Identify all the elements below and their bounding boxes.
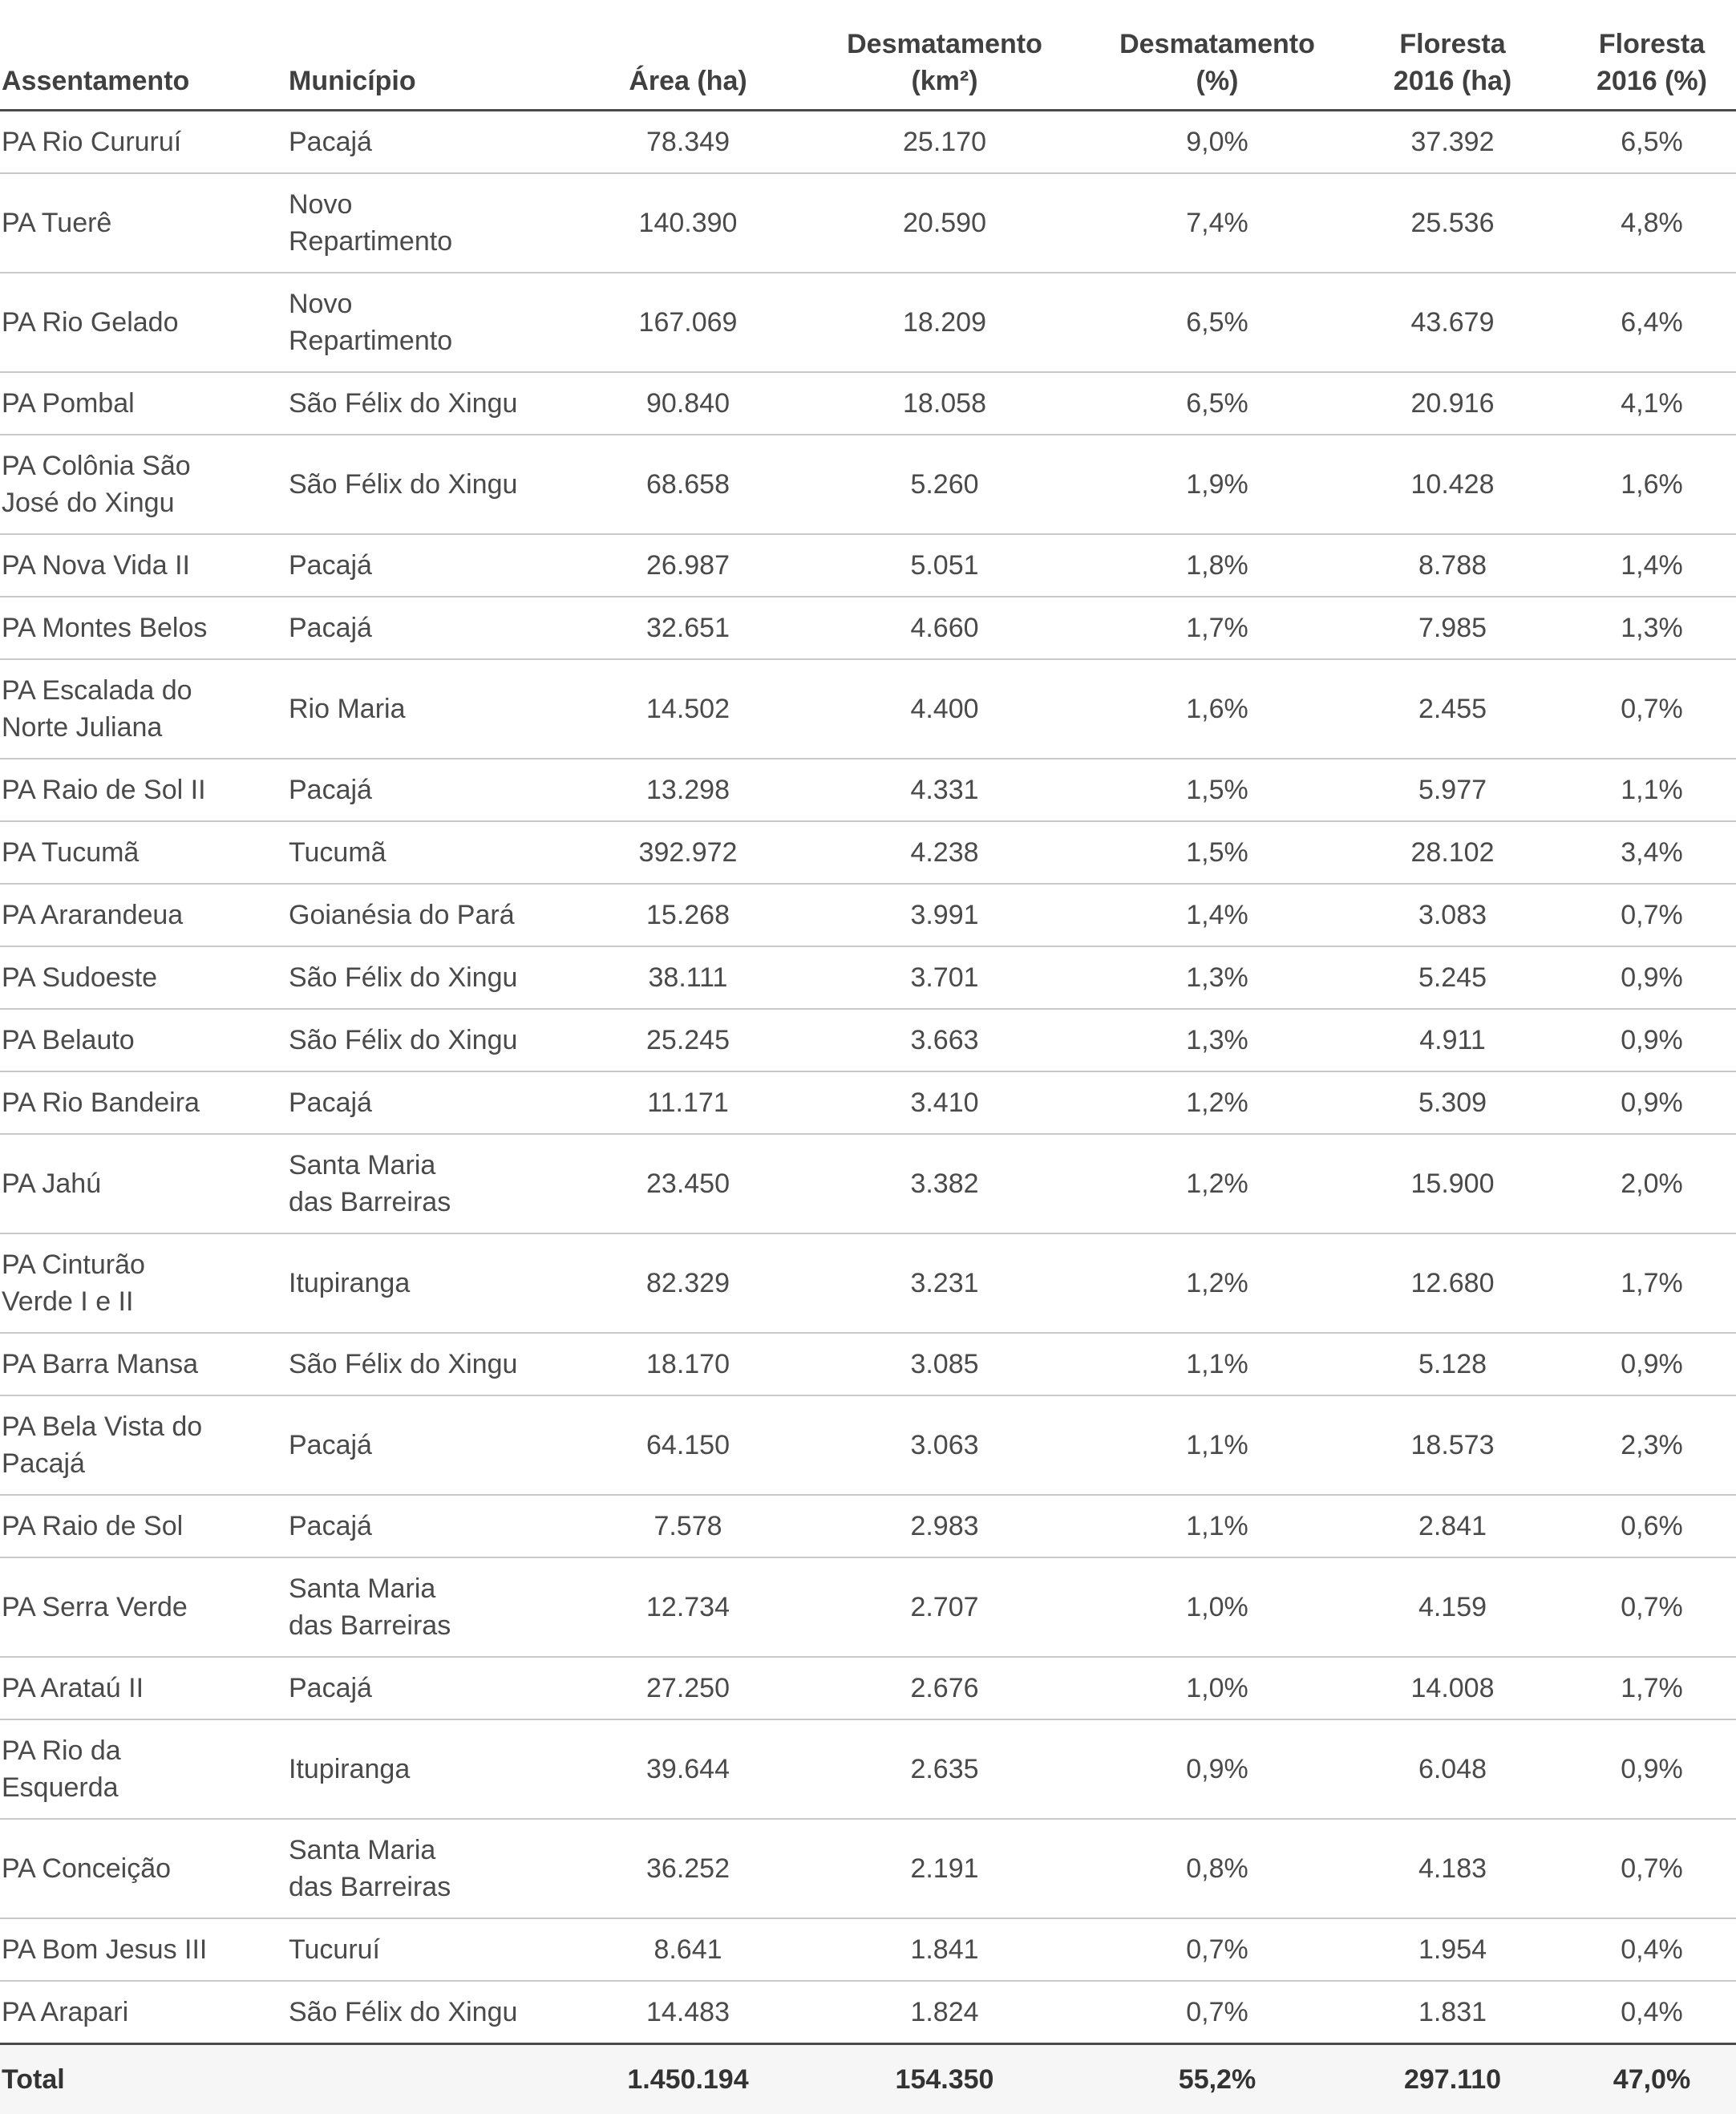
cell-assentamento-line: PA Tucumã — [2, 837, 139, 868]
cell-municipio-line: Pacajá — [289, 775, 372, 805]
cell-floresta-ha: 37.392 — [1337, 111, 1568, 174]
cell-municipio — [287, 1071, 584, 1134]
cell-assentamento-line: PA Arataú II — [2, 1673, 144, 1703]
cell-municipio-line: Santa Maria — [289, 1835, 435, 1865]
cell-municipio — [287, 111, 584, 174]
cell-municipio-line: São Félix do Xingu — [289, 1025, 517, 1055]
table-row — [0, 173, 1736, 273]
cell-assentamento-line: PA Bela Vista do — [2, 1411, 202, 1442]
cell-desmatamento-km2: 2.676 — [792, 1657, 1097, 1719]
cell-assentamento — [0, 821, 287, 884]
cell-area: 38.111 — [584, 946, 792, 1009]
cell-assentamento-line: PA Sudoeste — [2, 962, 157, 993]
cell-desmatamento-pct: 6,5% — [1097, 273, 1337, 372]
header-floresta-ha: Floresta 2016 (ha) — [1337, 0, 1568, 111]
cell-municipio-line: Novo — [289, 289, 352, 319]
table-row — [0, 597, 1736, 659]
cell-assentamento-line: PA Arapari — [2, 1997, 128, 2027]
cell-area: 392.972 — [584, 821, 792, 884]
cell-municipio-line: São Félix do Xingu — [289, 1997, 517, 2027]
table-row — [0, 273, 1736, 372]
cell-municipio-line: Pacajá — [289, 1087, 372, 1118]
cell-desmatamento-km2: 4.400 — [792, 659, 1097, 759]
cell-floresta-pct: 1,4% — [1568, 534, 1736, 597]
cell-area: 8.641 — [584, 1918, 792, 1981]
cell-desmatamento-km2: 5.260 — [792, 435, 1097, 534]
cell-municipio — [287, 1981, 584, 2044]
cell-assentamento — [0, 1819, 287, 1918]
header-floresta-pct: Floresta 2016 (%) — [1568, 0, 1736, 111]
cell-assentamento-line: Norte Juliana — [2, 712, 162, 743]
cell-floresta-pct: 2,0% — [1568, 1134, 1736, 1233]
cell-desmatamento-km2: 2.983 — [792, 1495, 1097, 1557]
cell-municipio-line: Pacajá — [289, 613, 372, 643]
cell-area: 12.734 — [584, 1557, 792, 1657]
total-area: 1.450.194 — [584, 2044, 792, 2114]
cell-floresta-pct: 1,6% — [1568, 435, 1736, 534]
cell-municipio — [287, 759, 584, 821]
cell-floresta-ha: 28.102 — [1337, 821, 1568, 884]
cell-desmatamento-km2: 4.238 — [792, 821, 1097, 884]
cell-desmatamento-km2: 1.841 — [792, 1918, 1097, 1981]
cell-area: 78.349 — [584, 111, 792, 174]
cell-desmatamento-pct: 1,3% — [1097, 946, 1337, 1009]
cell-floresta-ha: 25.536 — [1337, 173, 1568, 273]
table-row — [0, 111, 1736, 174]
cell-floresta-pct: 0,9% — [1568, 1009, 1736, 1071]
cell-floresta-pct: 0,9% — [1568, 1333, 1736, 1395]
cell-assentamento — [0, 1918, 287, 1981]
cell-area: 90.840 — [584, 372, 792, 435]
cell-floresta-pct: 0,4% — [1568, 1981, 1736, 2044]
cell-floresta-pct: 1,7% — [1568, 1233, 1736, 1333]
cell-assentamento-line: PA Rio Gelado — [2, 307, 179, 338]
cell-floresta-ha: 5.128 — [1337, 1333, 1568, 1395]
cell-desmatamento-km2: 2.707 — [792, 1557, 1097, 1657]
cell-area: 167.069 — [584, 273, 792, 372]
cell-floresta-ha: 15.900 — [1337, 1134, 1568, 1233]
table-row — [0, 1134, 1736, 1233]
cell-desmatamento-pct: 0,7% — [1097, 1981, 1337, 2044]
cell-area: 14.502 — [584, 659, 792, 759]
table-row — [0, 1071, 1736, 1134]
cell-desmatamento-pct: 0,9% — [1097, 1719, 1337, 1819]
cell-municipio-line: São Félix do Xingu — [289, 1349, 517, 1379]
cell-floresta-pct: 2,3% — [1568, 1395, 1736, 1495]
total-label: Total — [0, 2044, 287, 2114]
cell-desmatamento-pct: 1,1% — [1097, 1495, 1337, 1557]
cell-assentamento — [0, 273, 287, 372]
cell-desmatamento-km2: 3.410 — [792, 1071, 1097, 1134]
cell-assentamento — [0, 1233, 287, 1333]
cell-area: 15.268 — [584, 884, 792, 946]
cell-floresta-pct: 0,9% — [1568, 1071, 1736, 1134]
cell-area: 82.329 — [584, 1233, 792, 1333]
cell-assentamento-line: PA Belauto — [2, 1025, 135, 1055]
cell-floresta-ha: 12.680 — [1337, 1233, 1568, 1333]
cell-municipio-line: Pacajá — [289, 1430, 372, 1460]
cell-floresta-ha: 5.309 — [1337, 1071, 1568, 1134]
cell-desmatamento-pct: 1,1% — [1097, 1395, 1337, 1495]
table-row — [0, 946, 1736, 1009]
total-floresta-ha: 297.110 — [1337, 2044, 1568, 2114]
cell-desmatamento-pct: 6,5% — [1097, 372, 1337, 435]
cell-area: 39.644 — [584, 1719, 792, 1819]
cell-desmatamento-pct: 1,0% — [1097, 1557, 1337, 1657]
cell-municipio — [287, 1819, 584, 1918]
table-header-row — [0, 0, 1736, 111]
total-municipio-empty — [287, 2044, 584, 2114]
cell-assentamento-line: PA Rio Bandeira — [2, 1087, 200, 1118]
cell-assentamento-line: Esquerda — [2, 1772, 119, 1803]
header-area: Área (ha) — [584, 0, 792, 111]
cell-area: 7.578 — [584, 1495, 792, 1557]
table-row — [0, 1719, 1736, 1819]
table-row — [0, 435, 1736, 534]
cell-municipio-line: Santa Maria — [289, 1573, 435, 1604]
cell-desmatamento-km2: 2.191 — [792, 1819, 1097, 1918]
table-row — [0, 1233, 1736, 1333]
cell-municipio-line: das Barreiras — [289, 1610, 451, 1641]
cell-floresta-pct: 6,5% — [1568, 111, 1736, 174]
cell-assentamento — [0, 597, 287, 659]
cell-assentamento — [0, 1333, 287, 1395]
cell-assentamento-line: PA Tuerê — [2, 208, 111, 238]
cell-assentamento-line: PA Raio de Sol II — [2, 775, 206, 805]
cell-assentamento — [0, 372, 287, 435]
cell-floresta-ha: 10.428 — [1337, 435, 1568, 534]
cell-municipio — [287, 435, 584, 534]
table-row — [0, 821, 1736, 884]
cell-assentamento-line: PA Barra Mansa — [2, 1349, 198, 1379]
header-desmatamento-pct: Desmatamento (%) — [1097, 0, 1337, 111]
cell-municipio-line: São Félix do Xingu — [289, 388, 517, 419]
cell-desmatamento-pct: 1,3% — [1097, 1009, 1337, 1071]
cell-assentamento-line: Pacajá — [2, 1448, 85, 1479]
cell-floresta-pct: 0,7% — [1568, 884, 1736, 946]
table-row — [0, 1009, 1736, 1071]
total-desmatamento-km2: 154.350 — [792, 2044, 1097, 2114]
header-municipio: Município — [287, 0, 584, 111]
cell-municipio — [287, 1134, 584, 1233]
cell-municipio-line: Novo — [289, 189, 352, 220]
total-floresta-pct: 47,0% — [1568, 2044, 1736, 2114]
cell-assentamento — [0, 1981, 287, 2044]
cell-assentamento — [0, 946, 287, 1009]
cell-desmatamento-km2: 2.635 — [792, 1719, 1097, 1819]
cell-assentamento — [0, 759, 287, 821]
cell-municipio-line: Repartimento — [289, 226, 452, 257]
cell-area: 13.298 — [584, 759, 792, 821]
cell-floresta-pct: 0,6% — [1568, 1495, 1736, 1557]
cell-desmatamento-pct: 1,8% — [1097, 534, 1337, 597]
cell-desmatamento-km2: 1.824 — [792, 1981, 1097, 2044]
cell-area: 36.252 — [584, 1819, 792, 1918]
cell-desmatamento-km2: 4.660 — [792, 597, 1097, 659]
cell-municipio-line: São Félix do Xingu — [289, 962, 517, 993]
cell-floresta-ha: 20.916 — [1337, 372, 1568, 435]
cell-municipio-line: das Barreiras — [289, 1872, 451, 1902]
cell-assentamento-line: PA Raio de Sol — [2, 1511, 183, 1541]
cell-municipio — [287, 1333, 584, 1395]
cell-municipio — [287, 1918, 584, 1981]
table-row — [0, 1333, 1736, 1395]
cell-assentamento-line: PA Rio da — [2, 1735, 121, 1766]
cell-desmatamento-pct: 1,6% — [1097, 659, 1337, 759]
cell-floresta-pct: 1,1% — [1568, 759, 1736, 821]
cell-municipio-line: Repartimento — [289, 326, 452, 356]
cell-assentamento-line: PA Escalada do — [2, 675, 192, 706]
cell-assentamento — [0, 1134, 287, 1233]
cell-municipio — [287, 1719, 584, 1819]
cell-area: 23.450 — [584, 1134, 792, 1233]
cell-municipio — [287, 1233, 584, 1333]
table-row — [0, 1918, 1736, 1981]
cell-assentamento — [0, 111, 287, 174]
cell-desmatamento-km2: 3.063 — [792, 1395, 1097, 1495]
cell-municipio-line: Pacajá — [289, 1511, 372, 1541]
cell-area: 64.150 — [584, 1395, 792, 1495]
cell-assentamento-line: PA Colônia São — [2, 451, 191, 481]
cell-desmatamento-pct: 1,1% — [1097, 1333, 1337, 1395]
cell-municipio-line: Pacajá — [289, 550, 372, 581]
cell-area: 140.390 — [584, 173, 792, 273]
cell-desmatamento-pct: 1,0% — [1097, 1657, 1337, 1719]
cell-municipio — [287, 1009, 584, 1071]
cell-floresta-ha: 5.977 — [1337, 759, 1568, 821]
cell-desmatamento-pct: 1,5% — [1097, 759, 1337, 821]
cell-floresta-ha: 14.008 — [1337, 1657, 1568, 1719]
cell-floresta-pct: 0,9% — [1568, 946, 1736, 1009]
cell-desmatamento-km2: 5.051 — [792, 534, 1097, 597]
table-row — [0, 1981, 1736, 2044]
cell-municipio-line: das Barreiras — [289, 1187, 451, 1217]
cell-municipio — [287, 273, 584, 372]
cell-assentamento — [0, 435, 287, 534]
cell-floresta-ha: 18.573 — [1337, 1395, 1568, 1495]
cell-assentamento-line: PA Montes Belos — [2, 613, 207, 643]
cell-desmatamento-km2: 3.231 — [792, 1233, 1097, 1333]
cell-municipio — [287, 659, 584, 759]
cell-desmatamento-km2: 3.663 — [792, 1009, 1097, 1071]
cell-desmatamento-km2: 3.382 — [792, 1134, 1097, 1233]
cell-municipio-line: Tucumã — [289, 837, 386, 868]
cell-assentamento — [0, 1657, 287, 1719]
cell-desmatamento-km2: 18.209 — [792, 273, 1097, 372]
total-desmatamento-pct: 55,2% — [1097, 2044, 1337, 2114]
cell-municipio — [287, 597, 584, 659]
cell-floresta-pct: 0,7% — [1568, 1557, 1736, 1657]
cell-assentamento — [0, 1395, 287, 1495]
cell-assentamento-line: PA Jahú — [2, 1168, 101, 1199]
cell-floresta-ha: 5.245 — [1337, 946, 1568, 1009]
cell-floresta-ha: 2.841 — [1337, 1495, 1568, 1557]
cell-floresta-ha: 6.048 — [1337, 1719, 1568, 1819]
cell-desmatamento-pct: 1,4% — [1097, 884, 1337, 946]
header-desmatamento-km2: Desmatamento (km²) — [792, 0, 1097, 111]
cell-assentamento — [0, 1557, 287, 1657]
cell-desmatamento-km2: 18.058 — [792, 372, 1097, 435]
cell-assentamento — [0, 659, 287, 759]
cell-floresta-pct: 4,8% — [1568, 173, 1736, 273]
cell-assentamento — [0, 1719, 287, 1819]
cell-municipio-line: Santa Maria — [289, 1150, 435, 1181]
table-row — [0, 759, 1736, 821]
cell-municipio-line: Goianésia do Pará — [289, 900, 515, 930]
cell-assentamento — [0, 1495, 287, 1557]
cell-municipio-line: Itupiranga — [289, 1754, 410, 1784]
table-row — [0, 534, 1736, 597]
cell-municipio-line: Rio Maria — [289, 694, 405, 724]
cell-desmatamento-km2: 3.085 — [792, 1333, 1097, 1395]
cell-floresta-pct: 0,4% — [1568, 1918, 1736, 1981]
cell-assentamento — [0, 534, 287, 597]
cell-assentamento — [0, 173, 287, 273]
cell-assentamento-line: PA Ararandeua — [2, 900, 183, 930]
table-row — [0, 1495, 1736, 1557]
table-row — [0, 1557, 1736, 1657]
header-assentamento: Assentamento — [0, 0, 287, 111]
cell-floresta-ha: 8.788 — [1337, 534, 1568, 597]
cell-area: 27.250 — [584, 1657, 792, 1719]
cell-municipio — [287, 534, 584, 597]
cell-floresta-pct: 0,9% — [1568, 1719, 1736, 1819]
cell-floresta-pct: 1,7% — [1568, 1657, 1736, 1719]
total-row — [0, 2044, 1736, 2114]
cell-assentamento-line: José do Xingu — [2, 488, 175, 518]
cell-floresta-ha: 43.679 — [1337, 273, 1568, 372]
cell-municipio — [287, 372, 584, 435]
cell-floresta-ha: 4.911 — [1337, 1009, 1568, 1071]
cell-desmatamento-pct: 1,2% — [1097, 1233, 1337, 1333]
cell-assentamento-line: PA Cinturão — [2, 1249, 145, 1280]
cell-desmatamento-km2: 4.331 — [792, 759, 1097, 821]
cell-floresta-ha: 2.455 — [1337, 659, 1568, 759]
cell-municipio — [287, 946, 584, 1009]
cell-assentamento-line: PA Conceição — [2, 1853, 171, 1884]
cell-municipio — [287, 173, 584, 273]
cell-municipio-line: Pacajá — [289, 1673, 372, 1703]
cell-desmatamento-km2: 3.701 — [792, 946, 1097, 1009]
cell-assentamento — [0, 1071, 287, 1134]
cell-assentamento-line: Verde I e II — [2, 1286, 133, 1317]
cell-desmatamento-pct: 0,7% — [1097, 1918, 1337, 1981]
table-row — [0, 1819, 1736, 1918]
table-row — [0, 884, 1736, 946]
cell-municipio-line: Pacajá — [289, 127, 372, 157]
cell-assentamento — [0, 1009, 287, 1071]
cell-assentamento — [0, 884, 287, 946]
cell-assentamento-line: PA Rio Cururuí — [2, 127, 181, 157]
cell-area: 68.658 — [584, 435, 792, 534]
cell-area: 26.987 — [584, 534, 792, 597]
cell-assentamento-line: PA Bom Jesus III — [2, 1934, 207, 1965]
cell-municipio — [287, 821, 584, 884]
cell-floresta-pct: 0,7% — [1568, 659, 1736, 759]
cell-floresta-ha: 1.831 — [1337, 1981, 1568, 2044]
cell-area: 14.483 — [584, 1981, 792, 2044]
cell-assentamento-line: PA Nova Vida II — [2, 550, 190, 581]
cell-municipio — [287, 1657, 584, 1719]
cell-floresta-pct: 6,4% — [1568, 273, 1736, 372]
cell-floresta-pct: 1,3% — [1568, 597, 1736, 659]
cell-municipio — [287, 1495, 584, 1557]
cell-municipio-line: São Félix do Xingu — [289, 469, 517, 500]
cell-desmatamento-pct: 1,2% — [1097, 1134, 1337, 1233]
cell-desmatamento-km2: 25.170 — [792, 111, 1097, 174]
cell-desmatamento-pct: 1,9% — [1097, 435, 1337, 534]
cell-floresta-ha: 4.183 — [1337, 1819, 1568, 1918]
table-row — [0, 1395, 1736, 1495]
table-row — [0, 659, 1736, 759]
cell-desmatamento-km2: 20.590 — [792, 173, 1097, 273]
cell-area: 11.171 — [584, 1071, 792, 1134]
cell-municipio — [287, 1557, 584, 1657]
cell-municipio — [287, 884, 584, 946]
cell-municipio-line: Itupiranga — [289, 1268, 410, 1298]
cell-desmatamento-pct: 9,0% — [1097, 111, 1337, 174]
cell-area: 32.651 — [584, 597, 792, 659]
cell-desmatamento-km2: 3.991 — [792, 884, 1097, 946]
cell-assentamento-line: PA Serra Verde — [2, 1592, 188, 1622]
cell-floresta-ha: 1.954 — [1337, 1918, 1568, 1981]
table-row — [0, 372, 1736, 435]
cell-desmatamento-pct: 1,7% — [1097, 597, 1337, 659]
cell-floresta-ha: 7.985 — [1337, 597, 1568, 659]
cell-desmatamento-pct: 0,8% — [1097, 1819, 1337, 1918]
cell-area: 25.245 — [584, 1009, 792, 1071]
cell-municipio — [287, 1395, 584, 1495]
cell-floresta-ha: 4.159 — [1337, 1557, 1568, 1657]
cell-floresta-pct: 3,4% — [1568, 821, 1736, 884]
table-body — [0, 111, 1736, 2044]
cell-area: 18.170 — [584, 1333, 792, 1395]
cell-desmatamento-pct: 7,4% — [1097, 173, 1337, 273]
cell-assentamento-line: PA Pombal — [2, 388, 135, 419]
cell-floresta-pct: 4,1% — [1568, 372, 1736, 435]
cell-floresta-pct: 0,7% — [1568, 1819, 1736, 1918]
cell-municipio-line: Tucuruí — [289, 1934, 380, 1965]
cell-floresta-ha: 3.083 — [1337, 884, 1568, 946]
cell-desmatamento-pct: 1,5% — [1097, 821, 1337, 884]
cell-desmatamento-pct: 1,2% — [1097, 1071, 1337, 1134]
table-row — [0, 1657, 1736, 1719]
